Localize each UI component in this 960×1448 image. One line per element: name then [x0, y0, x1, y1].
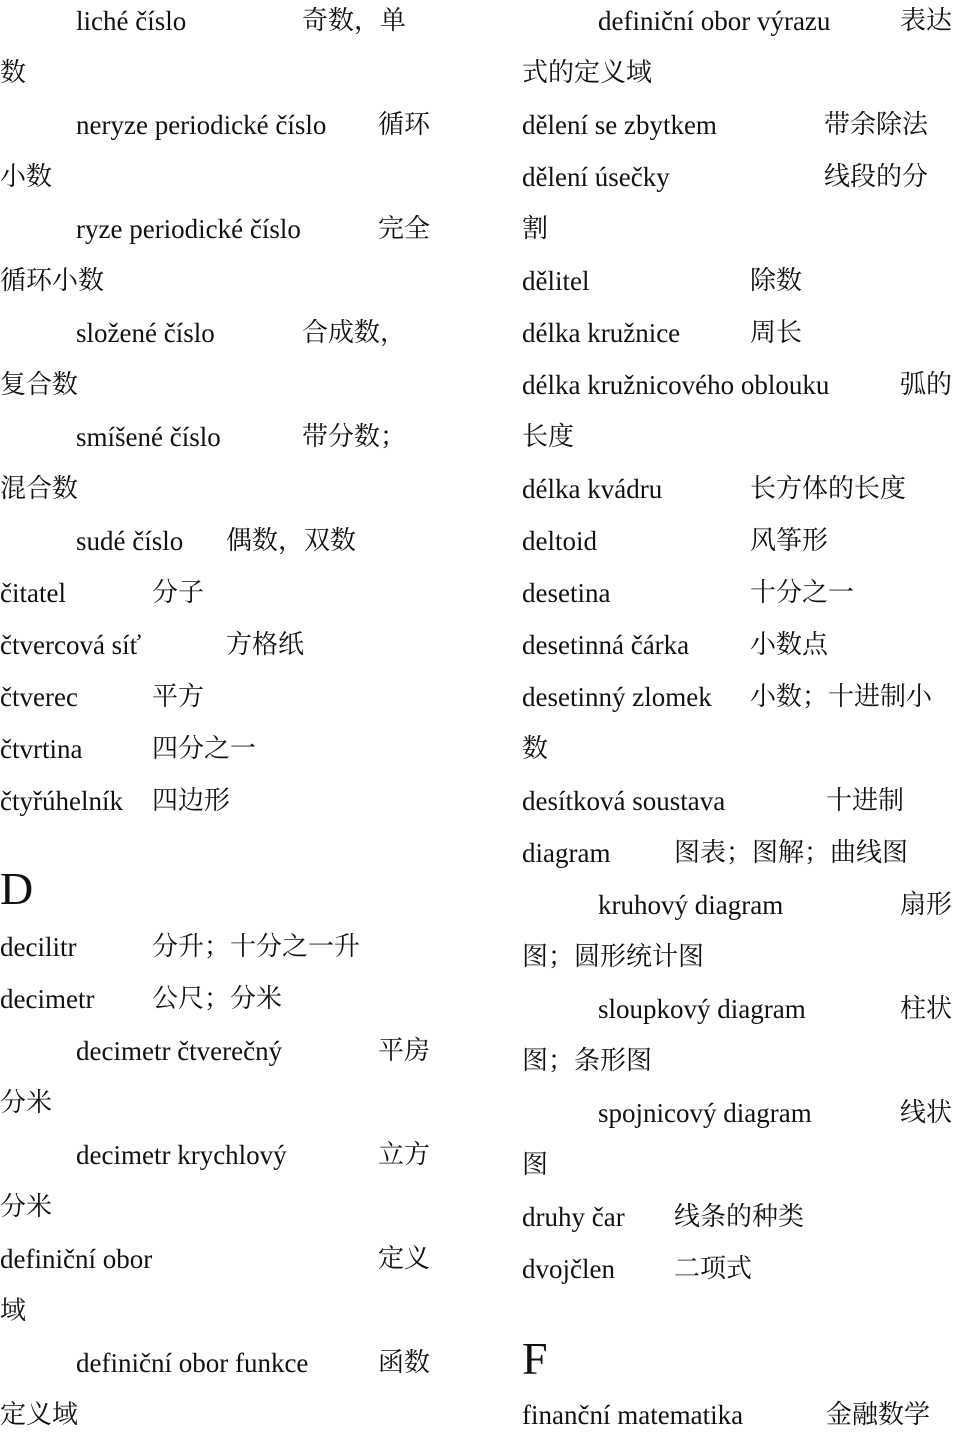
entry-definicni-obor [0, 1240, 440, 1326]
term: délka kvádru [522, 474, 663, 504]
translation-continued: 定义域 [0, 1400, 79, 1430]
translation: 周长 [750, 318, 803, 348]
entry-ctverec [0, 678, 440, 730]
translation: 四分之一 [152, 734, 257, 764]
entry-deleni-se-zbytkem [522, 106, 960, 158]
entry-decimetr-krychlovy [0, 1136, 440, 1222]
entry-financni-matematika [522, 1396, 960, 1448]
term: dvojčlen [522, 1254, 615, 1284]
term: čtvercová síť [0, 630, 142, 660]
term: decimetr čtverečný [76, 1036, 283, 1066]
left-column [0, 0, 440, 1428]
translation: 除数 [750, 266, 803, 296]
term: deltoid [522, 526, 597, 556]
term: složené číslo [76, 318, 215, 348]
translation-continued: 分米 [0, 1088, 53, 1118]
section-letter-f: F [522, 1333, 548, 1384]
translation: 偶数，双数 [226, 526, 357, 556]
term: definiční obor [0, 1244, 153, 1274]
term: dělení se zbytkem [522, 110, 717, 140]
term: sloupkový diagram [598, 994, 806, 1024]
translation: 循环 [378, 110, 431, 140]
term: smíšené číslo [76, 422, 221, 452]
translation: 分升；十分之一升 [152, 932, 361, 962]
term: čtverec [0, 682, 78, 712]
translation: 图表；图解；曲线图 [674, 838, 909, 868]
entry-ryze-periodicke-cislo [0, 210, 440, 296]
entry-dvojclen [522, 1250, 960, 1302]
translation: 长方体的长度 [750, 474, 907, 504]
translation: 平方 [152, 682, 205, 712]
entry-druhy-car [522, 1198, 960, 1250]
term: délka kružnice [522, 318, 681, 348]
translation-continued: 割 [522, 214, 549, 244]
entry-desetinna-carka [522, 626, 960, 678]
entry-desetina [522, 574, 960, 626]
translation: 带分数； [302, 422, 407, 452]
translation: 四边形 [152, 786, 231, 816]
translation-continued: 复合数 [0, 370, 79, 400]
term: sudé číslo [76, 526, 184, 556]
translation-continued: 数 [522, 734, 549, 764]
term: čitatel [0, 578, 66, 608]
translation-continued: 数 [0, 58, 27, 88]
term: čtyřúhelník [0, 786, 123, 816]
term: definiční obor výrazu [598, 6, 831, 36]
translation-continued: 式的定义域 [522, 58, 653, 88]
section-letter-d: D [0, 863, 34, 914]
term: desetina [522, 578, 611, 608]
term: neryze periodické číslo [76, 110, 327, 140]
term: čtvrtina [0, 734, 83, 764]
entry-diagram [522, 834, 960, 886]
term: decilitr [0, 932, 77, 962]
entry-definicni-obor-vyrazu [522, 2, 960, 88]
translation: 线段的分 [824, 162, 929, 192]
translation: 方格纸 [226, 630, 305, 660]
term: délka kružnicového oblouku [522, 370, 830, 400]
translation: 定义 [378, 1244, 431, 1274]
entry-definicni-obor-funkce [0, 1344, 440, 1430]
entry-kruhovy-diagram [522, 886, 960, 972]
translation-continued: 图；条形图 [522, 1046, 653, 1076]
entry-deltoid [522, 522, 960, 574]
term: druhy čar [522, 1202, 625, 1232]
translation-continued: 图 [522, 1150, 549, 1180]
translation-continued: 长度 [522, 422, 575, 452]
term: desetinná čárka [522, 630, 690, 660]
term: desítková soustava [522, 786, 726, 816]
term: decimetr [0, 984, 95, 1014]
entry-decimetr-ctverecny [0, 1032, 440, 1118]
entry-citatel [0, 574, 440, 626]
entry-delitel [522, 262, 960, 314]
entry-smisene-cislo [0, 418, 440, 504]
translation: 完全 [378, 214, 431, 244]
term: kruhový diagram [598, 890, 784, 920]
entry-ctvrtina [0, 730, 440, 782]
translation: 弧的 [900, 370, 953, 400]
entry-delka-kvadru [522, 470, 960, 522]
entry-delka-kruznicoveho-oblouku [522, 366, 960, 452]
entry-sude-cislo [0, 522, 440, 574]
term: ryze periodické číslo [76, 214, 301, 244]
term: desetinný zlomek [522, 682, 712, 712]
translation-continued: 循环小数 [0, 266, 105, 296]
translation: 平房 [378, 1036, 431, 1066]
translation: 公尺；分米 [152, 984, 283, 1014]
translation: 表达 [900, 6, 953, 36]
entry-ctyruhelnik [0, 782, 440, 834]
translation: 小数；十进制小 [750, 682, 933, 712]
term: dělitel [522, 266, 590, 296]
right-column [522, 0, 960, 1428]
entry-slozene-cislo [0, 314, 440, 400]
translation: 扇形 [900, 890, 953, 920]
translation: 十进制 [826, 786, 905, 816]
translation-continued: 域 [0, 1296, 27, 1326]
translation-continued: 分米 [0, 1192, 53, 1222]
entry-delka-kruznice [522, 314, 960, 366]
entry-desetinny-zlomek [522, 678, 960, 764]
term: spojnicový diagram [598, 1098, 812, 1128]
entry-sloupkovy-diagram [522, 990, 960, 1076]
translation: 合成数， [302, 318, 407, 348]
translation: 带余除法 [824, 110, 929, 140]
entry-decilitr [0, 928, 440, 980]
entry-deleni-usecky [522, 158, 960, 244]
translation: 奇数，单 [302, 6, 407, 36]
translation: 小数点 [750, 630, 829, 660]
translation: 风筝形 [750, 526, 829, 556]
translation: 二项式 [674, 1254, 753, 1284]
translation: 线状 [900, 1098, 953, 1128]
translation: 金融数学 [826, 1400, 931, 1430]
translation-continued: 混合数 [0, 474, 79, 504]
term: diagram [522, 838, 611, 868]
translation-continued: 小数 [0, 162, 53, 192]
entry-spojnicovy-diagram [522, 1094, 960, 1180]
term: finanční matematika [522, 1400, 744, 1430]
entry-decimetr [0, 980, 440, 1032]
translation: 柱状 [900, 994, 953, 1024]
entry-liche-cislo [0, 2, 440, 88]
translation: 线条的种类 [674, 1202, 805, 1232]
term: decimetr krychlový [76, 1140, 287, 1170]
translation: 十分之一 [750, 578, 855, 608]
term: dělení úsečky [522, 162, 670, 192]
translation: 立方 [378, 1140, 431, 1170]
translation-continued: 图；圆形统计图 [522, 942, 705, 972]
translation: 分子 [152, 578, 205, 608]
term: liché číslo [76, 6, 187, 36]
term: definiční obor funkce [76, 1348, 309, 1378]
entry-neryze-periodicke-cislo [0, 106, 440, 192]
entry-ctvercova-sit [0, 626, 440, 678]
translation: 函数 [378, 1348, 431, 1378]
entry-desitkova-soustava [522, 782, 960, 834]
